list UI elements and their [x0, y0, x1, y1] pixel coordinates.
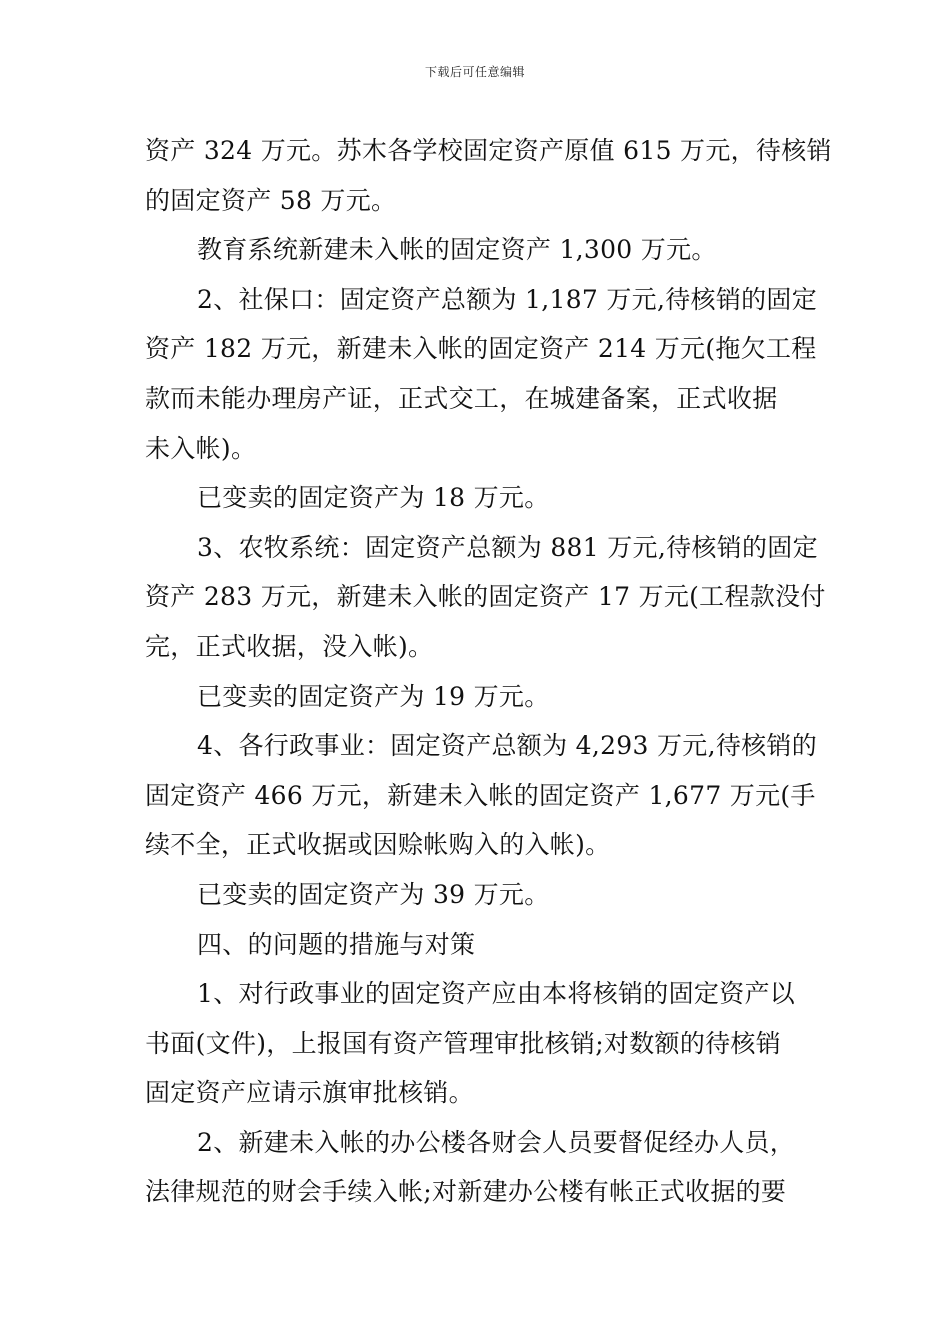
section-heading: 四、的问题的措施与对策	[197, 929, 476, 959]
page-header: 下载后可任意编辑	[424, 65, 525, 79]
document-body	[145, 126, 832, 1217]
text-line: 完，正式收据，没入帐)。	[145, 631, 434, 661]
text-line: 资产 324 万元。苏木各学校固定资产原值 615 万元，待核销	[145, 136, 832, 165]
text-line: 资产 283 万元，新建未入帐的固定资产 17 万元(工程款没付	[145, 582, 826, 612]
paragraph-line: 已变卖的固定资产为 18 万元。	[197, 483, 550, 513]
paragraph-line: 2、社保口：固定资产总额为 1,187 万元,待核销的固定	[197, 284, 818, 314]
text-line: 固定资产应请示旗审批核销。	[145, 1078, 474, 1108]
paragraph-line: 4、各行政事业：固定资产总额为 4,293 万元,待核销的	[197, 731, 818, 761]
text-line: 资产 182 万元，新建未入帐的固定资产 214 万元(拖欠工程	[145, 334, 817, 364]
paragraph-line: 已变卖的固定资产为 19 万元。	[197, 681, 550, 711]
text-line: 的固定资产 58 万元。	[145, 185, 397, 215]
paragraph-line: 3、农牧系统：固定资产总额为 881 万元,待核销的固定	[197, 532, 818, 562]
text-line: 续不全，正式收据或因赊帐购入的入帐)。	[145, 830, 611, 860]
paragraph-line: 已变卖的固定资产为 39 万元。	[197, 879, 550, 909]
text-line: 法律规范的财会手续入帐;对新建办公楼有帐正式收据的要	[145, 1177, 787, 1207]
paragraph-line: 1、对行政事业的固定资产应由本将核销的固定资产以	[197, 979, 796, 1009]
text-line: 书面(文件)，上报国有资产管理审批核销;对数额的待核销	[145, 1028, 782, 1058]
text-line: 未入帐)。	[145, 433, 257, 463]
paragraph-line: 2、新建未入帐的办公楼各财会人员要督促经办人员，	[197, 1127, 796, 1157]
paragraph-line: 教育系统新建未入帐的固定资产 1,300 万元。	[197, 235, 717, 265]
text-line: 固定资产 466 万元，新建未入帐的固定资产 1,677 万元(手	[145, 780, 816, 810]
text-line: 款而未能办理房产证，正式交工，在城建备案，正式收据	[145, 383, 778, 413]
